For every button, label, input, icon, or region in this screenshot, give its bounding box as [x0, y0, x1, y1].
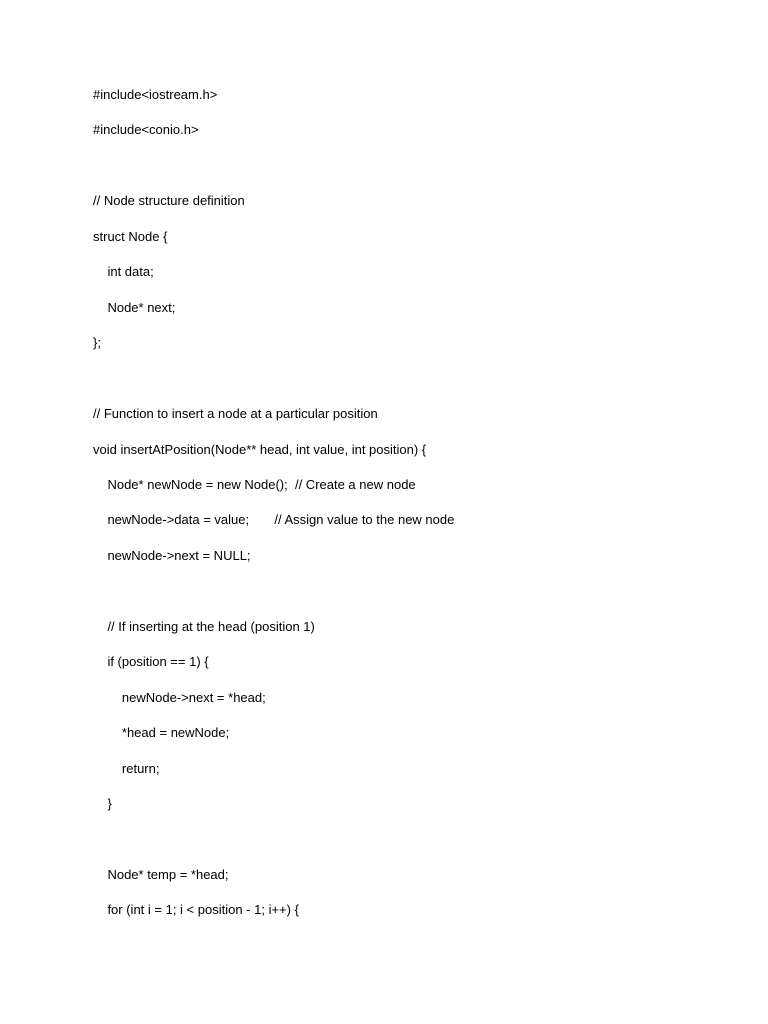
code-line: }: [93, 796, 112, 811]
code-line: newNode->next = *head;: [93, 690, 266, 705]
code-line: // Node structure definition: [93, 193, 245, 208]
code-line: };: [93, 335, 101, 350]
code-line: if (position == 1) {: [93, 654, 209, 669]
code-line: void insertAtPosition(Node** head, int value, int position) {: [93, 442, 427, 457]
code-line: for (int i = 1; i < position - 1; i++) {: [93, 902, 299, 917]
code-line: Node* next;: [93, 300, 176, 315]
code-line: struct Node {: [93, 229, 168, 244]
code-line: Node* temp = *head;: [93, 867, 229, 882]
code-line: int data;: [93, 264, 154, 279]
code-line: #include<iostream.h>: [93, 87, 218, 102]
code-line: #include<conio.h>: [93, 122, 199, 137]
code-line: Node* newNode = new Node(); // Create a new node: [93, 477, 416, 492]
code-line: // If inserting at the head (position 1): [93, 619, 315, 634]
code-line: newNode->next = NULL;: [93, 548, 251, 563]
code-line: *head = newNode;: [93, 725, 230, 740]
code-line: // Function to insert a node at a particular position: [93, 406, 378, 421]
code-line: newNode->data = value; // Assign value to the new node: [93, 512, 455, 527]
code-line: return;: [93, 761, 160, 776]
